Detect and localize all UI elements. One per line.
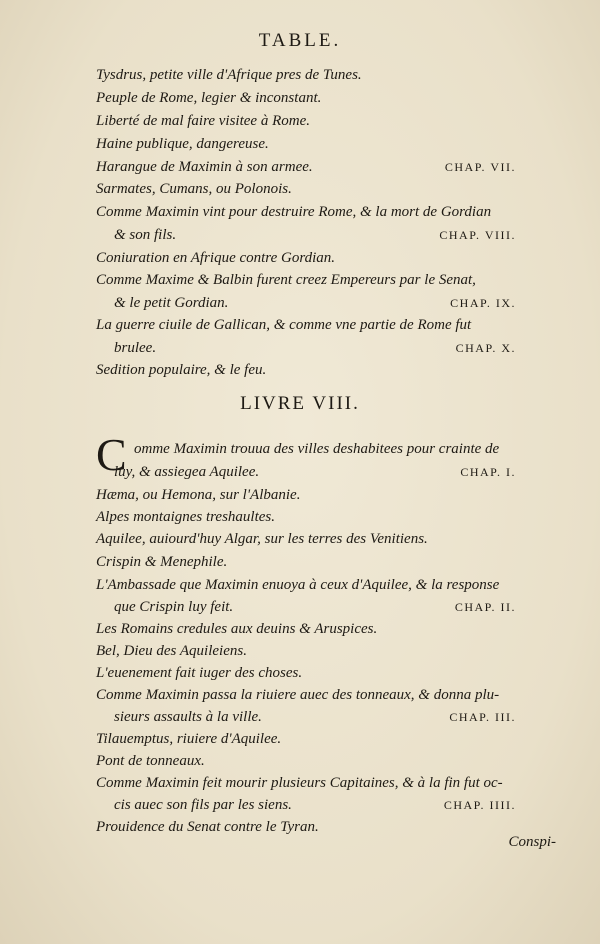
toc-entry: Aquilee, auiourd'huy Algar, sur les terres des Venitiens. (96, 531, 428, 547)
chapter-label: CHAP. III. (449, 710, 516, 724)
toc-entry: Crispin & Menephile. (96, 554, 228, 570)
catchword: Conspi- (508, 834, 556, 850)
toc-entry: Tysdrus, petite ville d'Afrique pres de Tunes. (96, 67, 362, 83)
chapter-label: CHAP. I. (460, 465, 516, 479)
toc-entry-continuation: & le petit Gordian. CHAP. IX. (114, 295, 516, 311)
toc-entry: Harangue de Maximin à son armee. CHAP. VII. (96, 159, 516, 175)
toc-entry-continuation: sieurs assaults à la ville. CHAP. III. (114, 709, 516, 725)
toc-entry: Hæma, ou Hemona, sur l'Albanie. (96, 487, 301, 503)
toc-entry: Sedition populaire, & le feu. (96, 362, 267, 378)
toc-entry-continuation: que Crispin luy feit. CHAP. II. (114, 599, 516, 615)
toc-entry: Peuple de Rome, legier & inconstant. (96, 90, 322, 106)
chapter-label: CHAP. VIII. (439, 228, 516, 242)
toc-entry: Pont de tonneaux. (96, 753, 205, 769)
toc-entry: omme Maximin trouua des villes deshabitees pour crainte de (134, 441, 500, 457)
toc-entry-continuation: luy, & assiegea Aquilee. CHAP. I. (114, 464, 516, 480)
toc-entry: Comme Maxime & Balbin furent creez Empereurs par le Senat, (96, 272, 476, 288)
toc-entry: Alpes montaignes treshaultes. (96, 509, 276, 525)
toc-entry: Bel, Dieu des Aquileiens. (96, 643, 247, 659)
toc-entry: La guerre ciuile de Gallican, & comme vne partie de Rome fut (96, 317, 472, 333)
toc-entry: Comme Maximin vint pour destruire Rome, & la mort de Gordian (96, 204, 492, 220)
toc-entry: L'Ambassade que Maximin enuoya à ceux d'Aquilee, & la response (96, 577, 500, 593)
toc-entry: Liberté de mal faire visitee à Rome. (96, 113, 310, 129)
drop-cap: C (96, 429, 127, 480)
toc-entry-continuation: cis auec son fils par les siens. CHAP. IIII. (114, 797, 516, 813)
toc-entry: Haine publique, dangereuse. (96, 136, 269, 152)
toc-entry-continuation: & son fils. CHAP. VIII. (114, 227, 516, 243)
toc-entry: Tilauemptus, riuiere d'Aquilee. (96, 731, 282, 747)
page-header: TABLE. (258, 30, 342, 51)
toc-entry: L'euenement fait iuger des choses. (96, 665, 303, 681)
toc-entry: Sarmates, Cumans, ou Polonois. (96, 181, 292, 197)
toc-entry: Prouidence du Senat contre le Tyran. (96, 819, 319, 835)
toc-entry: Comme Maximin feit mourir plusieurs Capitaines, & à la fin fut oc- (96, 775, 503, 791)
chapter-label: CHAP. VII. (444, 160, 516, 174)
chapter-label: CHAP. IIII. (443, 798, 516, 812)
toc-entry-continuation: brulee. CHAP. X. (114, 340, 516, 356)
chapter-label: CHAP. IX. (450, 296, 516, 310)
chapter-label: CHAP. X. (455, 341, 516, 355)
toc-entry: Coniuration en Afrique contre Gordian. (96, 250, 336, 266)
section-title: LIVRE VIII. (240, 393, 360, 414)
toc-entry: Les Romains credules aux deuins & Aruspices. (96, 621, 378, 637)
chapter-label: CHAP. II. (454, 600, 516, 614)
toc-entry: Comme Maximin passa la riuiere auec des tonneaux, & donna plu- (96, 687, 500, 703)
